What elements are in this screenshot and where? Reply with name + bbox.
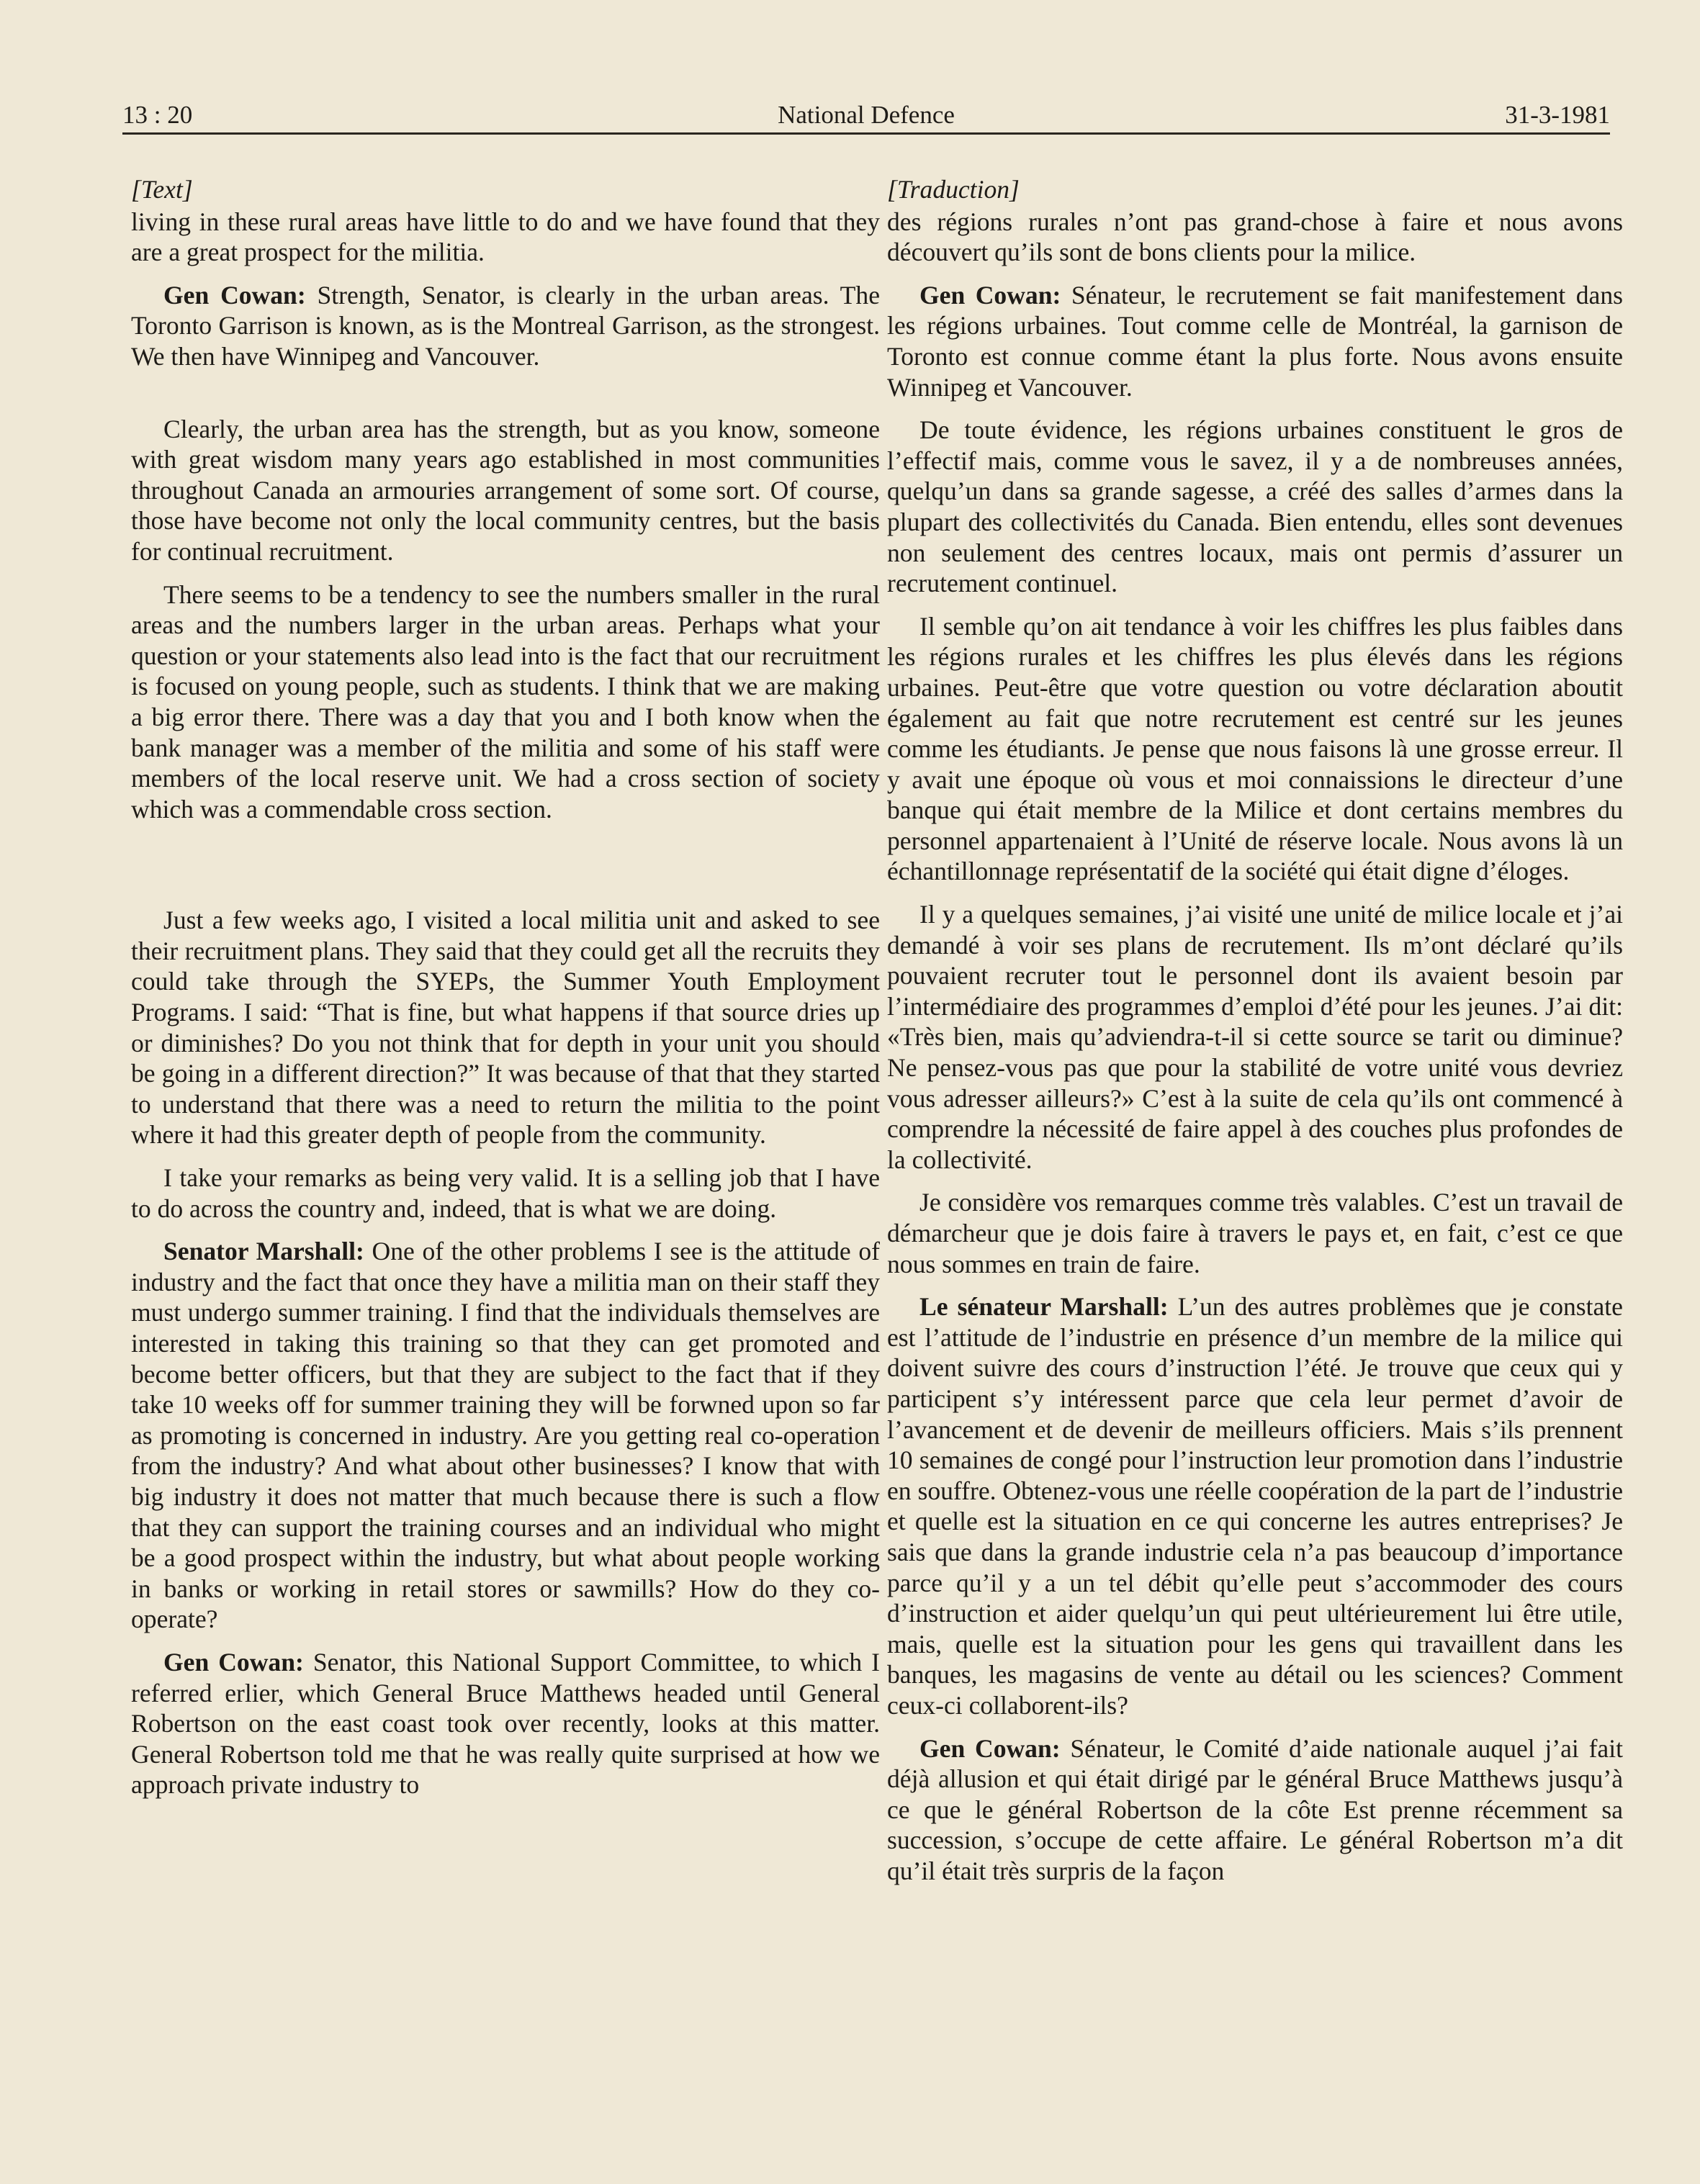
paragraph: Il y a quelques semaines, j’ai visité une unité de milice locale et j’ai demandé à voir ses plans de recrutement. Ils m’ont déclaré qu’ils pouvaient recruter tout le personnel dont ils avaient besoin par l’intermédiaire des programmes d’emploi d’été pour les jeunes. J’ai dit: «Très bien, mais qu’adviendra-t-il si cette source se tarit ou diminue? Ne pensez-vous pas que pour la stabilité de votre unité vous devriez vous adresser ailleurs?» C’est à la suite de cela qu’ils ont commencé à comprendre la nécessité de faire appel à des couches plus profondes de la collectivité.	[887, 900, 1623, 1174]
publication-title: National Defence	[778, 101, 955, 129]
paragraph: Le sénateur Marshall: L’un des autres problèmes que je constate est l’attitude de l’industrie en présence d’un membre de la milice qui doivent suivre des cours d’instruction l’été. Je trouve que ceux qui y participent s’y intéressent parce que cela leur permet d’avoir de l’avancement et de devenir de meilleurs officiers. Mais s’ils prennent 10 semaines de congé pour l’instruction leur promotion dans l’industrie en souffre. Obtenez-vous une réelle coopération de la part de l’industrie et quelle est la situation en ce qui concerne les autres entreprises? Je sais que dans la grande industrie cela n’a pas beaucoup d’importance parce qu’il y a un tel débit qu’elle peut s’accommoder des cours d’instruction et aider quelqu’un qui peut ultérieurement lui être utile, mais, quelle est la situation pour les gens qui travaillent dans les banques, les magasins de vente au détail ou les sciences? Comment ceux-ci collaborent-ils?	[887, 1292, 1623, 1720]
speaker-name: Gen Cowan:	[919, 1733, 1061, 1763]
speaker-name: Gen Cowan:	[919, 280, 1061, 310]
french-column	[887, 174, 1623, 1886]
paragraph: Senator Marshall: One of the other problems I see is the attitude of industry and the fact that once they have a militia man on their staff they must undergo summer training. I find that the individuals themselves are interested in taking this training so that they can get promoted and become better officers, but that they are subject to the fact that if they take 10 weeks off for summer training they will be forwned upon so far as promoting is concerned in industry. Are you getting real co-operation from the industry? And what about other businesses? I know that with big industry it does not matter that much because there is such a flow that they can support the training courses and an individual who might be a good prospect within the industry, but what about people working in banks or working in retail stores or sawmills? How do they co-operate?	[131, 1237, 880, 1634]
paragraph: Gen Cowan: Senator, this National Support Committee, to which I referred erlier, which General Bruce Matthews headed until General Robertson on the east coast took over recently, looks at this matter. General Robertson told me that he was really quite surprised at how we approach private industry to	[131, 1647, 880, 1800]
paragraph: living in these rural areas have little to do and we have found that they are a great prospect for the militia.	[131, 207, 880, 267]
paragraph: Il semble qu’on ait tendance à voir les chiffres les plus faibles dans les régions rurales et les chiffres les plus élevés dans les régions urbaines. Peut-être que votre question ou votre déclaration aboutit également au fait que notre recrutement est centré sur les jeunes comme les étudiants. Je pense que nous faisons là une grosse erreur. Il y avait une époque où vous et moi connaissions le directeur d’une banque qui était membre de la Milice et dont certains membres du personnel appartenaient à l’Unité de réserve locale. Nous avons là un échantillonnage représentatif de la société qui était digne d’éloges.	[887, 611, 1623, 886]
paragraph: De toute évidence, les régions urbaines constituent le gros de l’effectif mais, comme vous le savez, il y a de nombreuses années, quelqu’un dans sa grande sagesse, a créé des salles d’armes dans la plupart des collectivités du Canada. Bien entendu, elles sont devenues non seulement des centres locaux, mais ont permis d’assurer un recrutement continuel.	[887, 415, 1623, 598]
paragraph: Je considère vos remarques comme très valables. C’est un travail de démarcheur que je dois faire à travers le pays et, en fait, c’est ce que nous sommes en train de faire.	[887, 1188, 1623, 1278]
paragraph: Clearly, the urban area has the strength, but as you know, someone with great wisdom many years ago established in most communities throughout Canada an armouries arrangement of some sort. Of course, those have become not only the local community centres, but the basis for continual recruitment.	[131, 414, 880, 566]
paragraph: Just a few weeks ago, I visited a local militia unit and asked to see their recruitment plans. They said that they could get all the recruits they could take through the SYEPs, the Summer Youth Employment Programs. I said: “That is fine, but what happens if that source dries up or diminishes? Do you not think that for depth in your unit you should be going in a different direction?” It was because of that that they started to understand that there was a need to return the militia to the point where it had this greater depth of people from the community.	[131, 906, 880, 1150]
paragraph: Gen Cowan: Strength, Senator, is clearly in the urban areas. The Toronto Garrison is known, as is the Montreal Garrison, as the strongest. We then have Winnipeg and Vancouver.	[131, 280, 880, 371]
page-number: 13 : 20	[122, 101, 193, 129]
running-header	[122, 94, 1610, 137]
english-column	[131, 174, 880, 1800]
paragraph: Gen Cowan: Sénateur, le recrutement se fait manifestement dans les régions urbaines. Tout comme celle de Montréal, la garnison de Toronto est connue comme étant la plus forte. Nous avons ensuite Winnipeg et Vancouver.	[887, 280, 1623, 402]
header-rule	[122, 132, 1610, 135]
speaker-name: Gen Cowan:	[163, 280, 306, 310]
paragraph: des régions rurales n’ont pas grand-chose à faire et nous avons découvert qu’ils sont de bons clients pour la milice.	[887, 207, 1623, 267]
speaker-name: Senator Marshall:	[163, 1237, 364, 1266]
paragraph: There seems to be a tendency to see the numbers smaller in the rural areas and the numbers larger in the urban areas. Perhaps what your question or your statements also lead into is the fact that our recruitment is focused on young people, such as students. I think that we are making a big error there. There was a day that you and I both know when the bank manager was a member of the militia and some of his staff were members of the local reserve unit. We had a cross section of society which was a commendable cross section.	[131, 579, 880, 823]
paragraph: Gen Cowan: Sénateur, le Comité d’aide nationale auquel j’ai fait déjà allusion et qui était dirigé par le général Bruce Matthews jusqu’à ce que le général Robertson de la côte Est prenne récemment sa succession, s’occupe de cette affaire. Le général Robertson m’a dit qu’il était très surpris de la façon	[887, 1733, 1623, 1885]
paragraph: I take your remarks as being very valid. It is a selling job that I have to do across the country and, indeed, that is what we are doing.	[131, 1163, 880, 1223]
speaker-name: Le sénateur Marshall:	[919, 1292, 1169, 1322]
issue-date: 31-3-1981	[1505, 101, 1610, 129]
text-label: [Text]	[131, 175, 193, 204]
translation-label: [Traduction]	[887, 175, 1020, 204]
speaker-name: Gen Cowan:	[163, 1647, 304, 1677]
